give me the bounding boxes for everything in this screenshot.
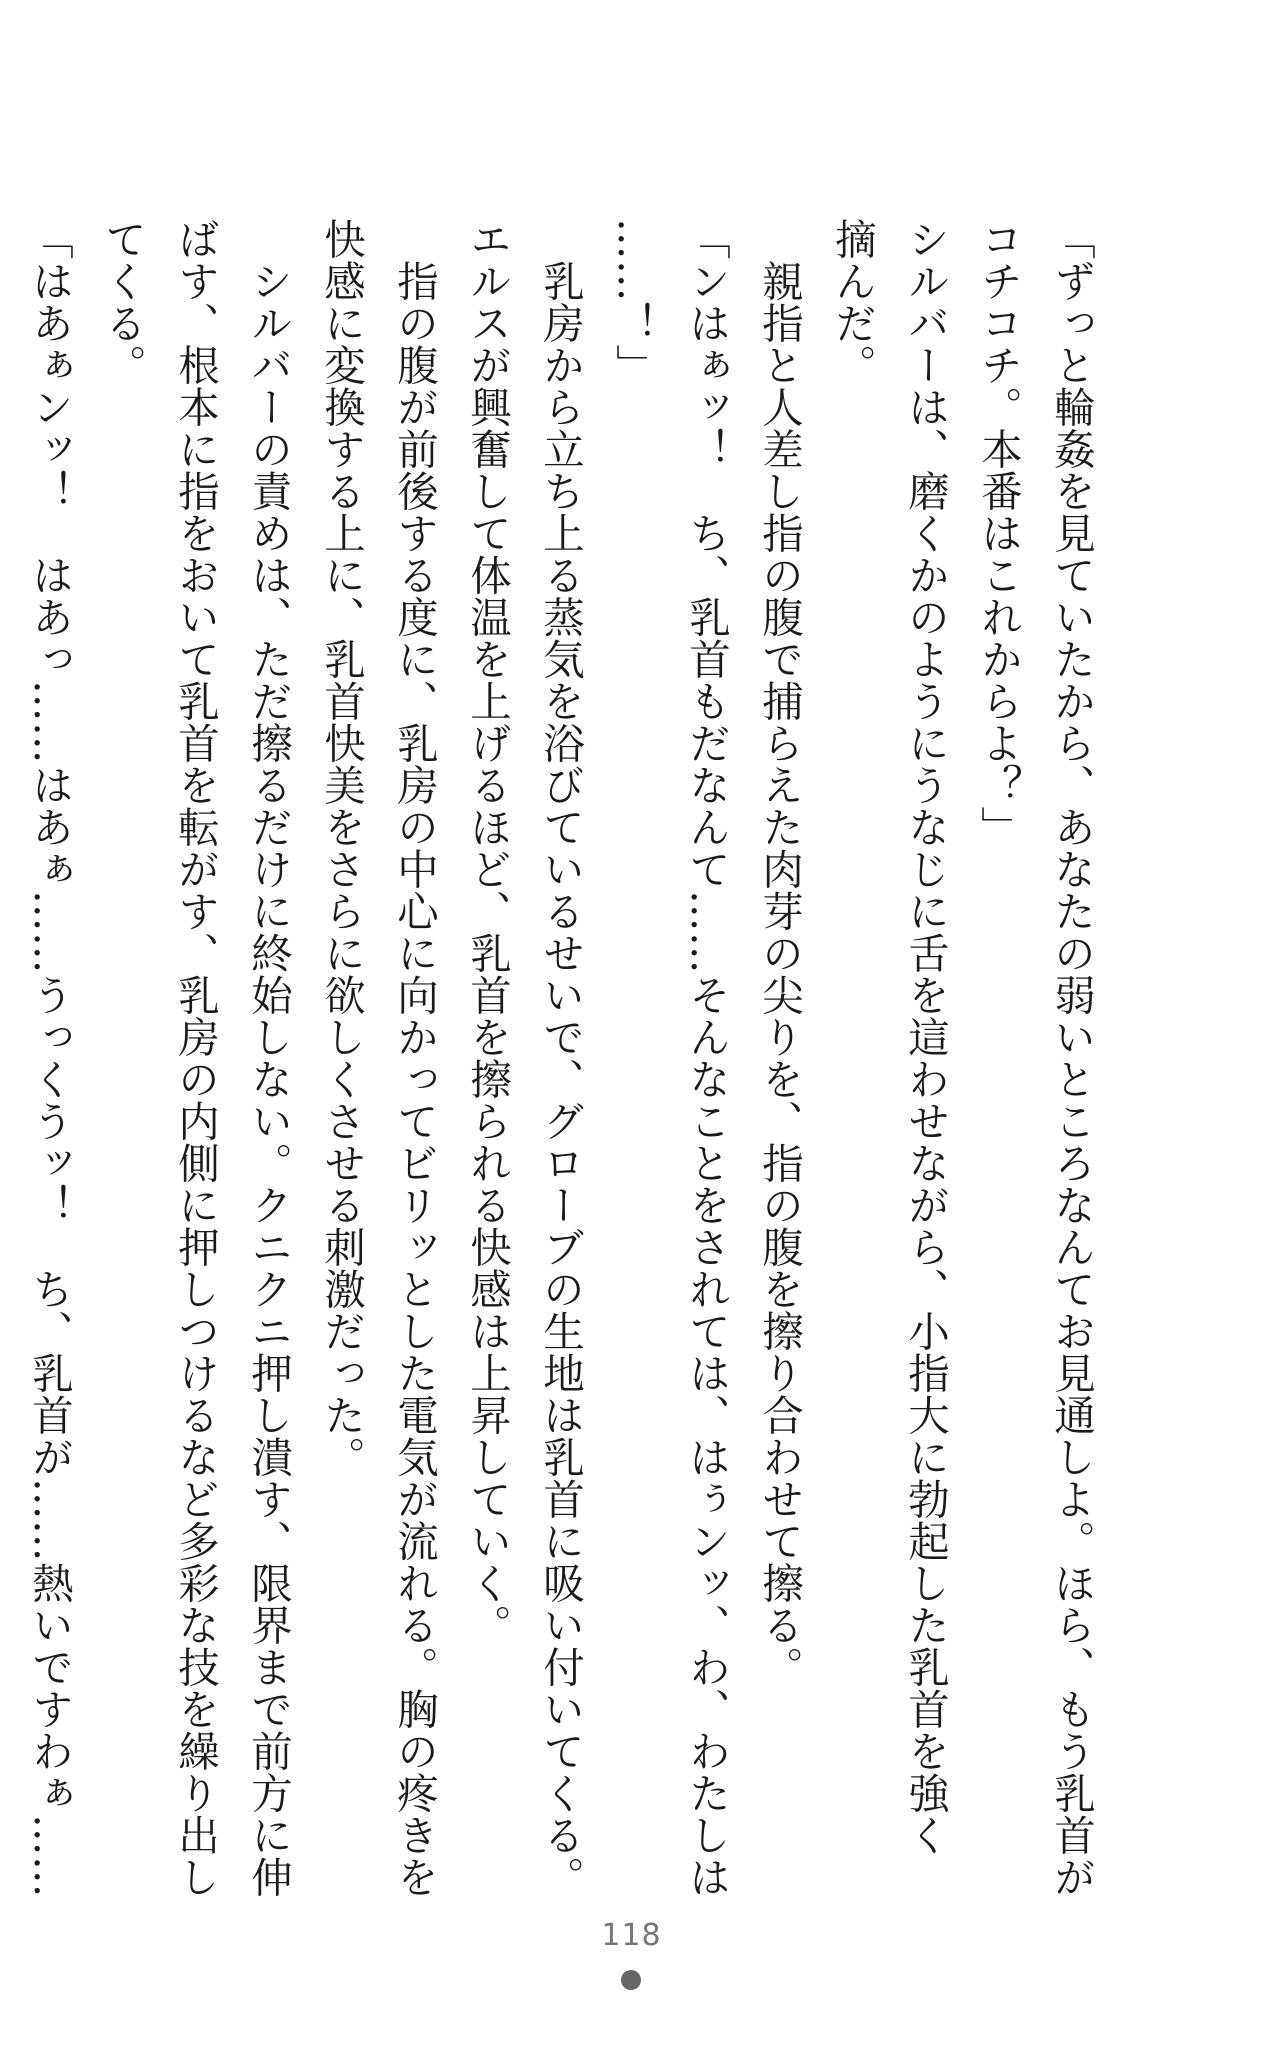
- text-line: ……！」: [609, 218, 658, 386]
- text-line: 乳房から立ち上る蒸気を浴びているせいで、グローブの生地は乳首に吸い付いてくる。: [536, 218, 585, 1898]
- text-line: ばす、根本に指をおいて乳首を転がす、乳房の内側に押しつけるなど多彩な技を繰り出し: [171, 218, 220, 1898]
- text-line: [0, 218, 13, 1678]
- body-text: [25, 218, 1108, 1898]
- page-marker-dot-icon: [621, 1970, 641, 1990]
- text-line: 親指と人差し指の腹で捕らえた肉芽の尖りを、指の腹を擦り合わせて擦る。: [755, 218, 804, 1688]
- page-number: 118: [601, 1918, 662, 1953]
- text-line: 快感に変換する上に、乳首快美をさらに欲しくさせる刺激だった。: [317, 218, 366, 1478]
- text-line: エルスが興奮して体温を上げるほど、乳首を擦られる快感は上昇していく。: [463, 218, 512, 1646]
- text-line: シルバーは、磨くかのようにうなじに舌を這わせながら、小指大に勃起した乳首を強く: [901, 218, 950, 1856]
- text-line: 「ずっと輪姦を見ていたから、あなたの弱いところなんてお見通しよ。ほら、もう乳首が: [1047, 218, 1096, 1898]
- text-line: コチコチ。本番はこれからよ？」: [974, 218, 1023, 848]
- text-line: 「ンはぁッ！ ち、乳首もだなんて……そんなことをされては、はぅンッ、わ、わたしは: [682, 218, 731, 1898]
- text-line: シルバーの責めは、ただ擦るだけに終始しない。クニクニ押し潰す、限界まで前方に伸: [244, 218, 293, 1898]
- text-line: てくる。: [98, 218, 147, 386]
- text-line: 「はあぁンッ！ はあっ……はあぁ……うっくうッ！ ち、乳首が……熱いですわぁ……: [25, 218, 74, 1898]
- text-line: 摘んだ。: [828, 218, 877, 386]
- text-line: 指の腹が前後する度に、乳房の中心に向かってビリッとした電気が流れる。胸の疼きを: [390, 218, 439, 1898]
